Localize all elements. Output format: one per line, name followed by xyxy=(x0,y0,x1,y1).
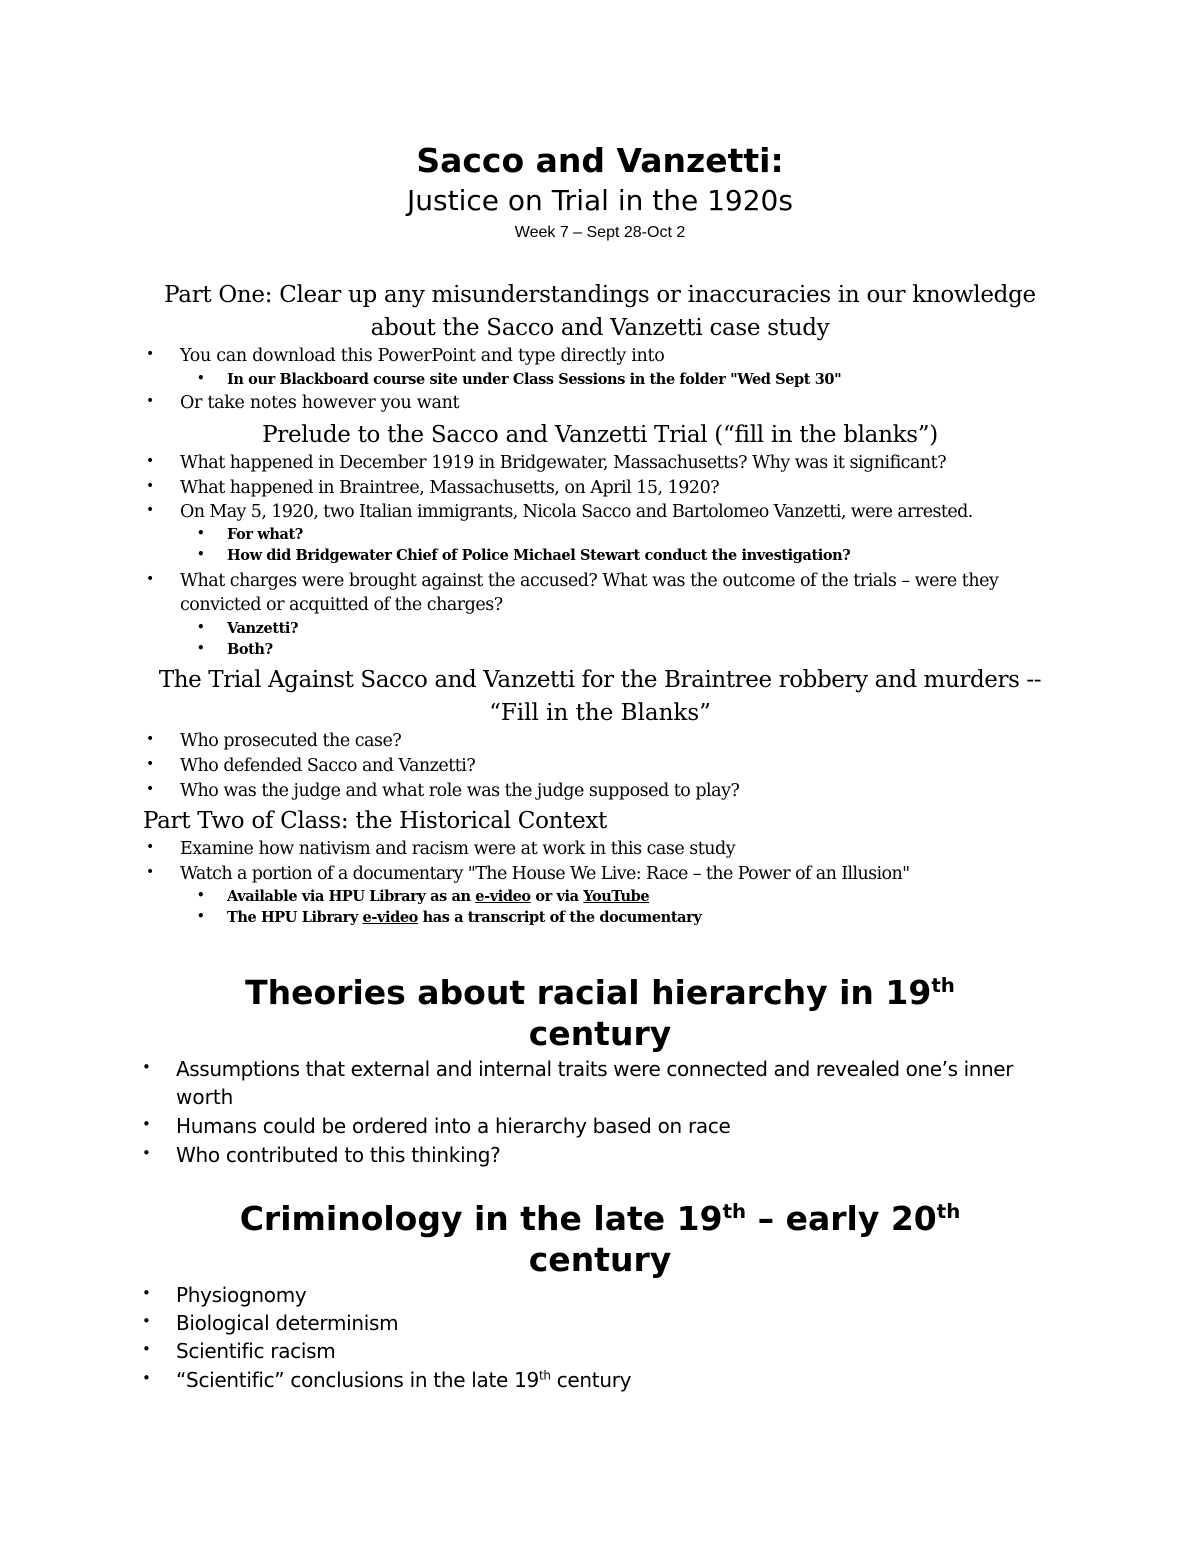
list-item: • What happened in Braintree, Massachusetts, on April 15, 1920? xyxy=(146,478,720,498)
list-item: • Examine how nativism and racism were at work in this case study xyxy=(146,839,736,859)
youtube-link[interactable]: YouTube xyxy=(583,888,650,905)
bullet-icon: • xyxy=(146,839,154,855)
list-item: • “Scientific” conclusions in the late 19th century xyxy=(142,1368,632,1392)
bullet-icon: • xyxy=(142,1369,151,1387)
bullet-icon: • xyxy=(142,1312,151,1330)
list-item: • For what? xyxy=(197,526,303,543)
list-item: • Physiognomy xyxy=(142,1283,307,1307)
list-item: • Scientific racism xyxy=(142,1339,336,1363)
bullet-icon: • xyxy=(142,1284,151,1302)
theories-heading-line1: Theories about racial hierarchy in 19th xyxy=(245,973,955,1012)
list-item: • What charges were brought against the accused? What was the outcome of the trials – were they xyxy=(146,571,999,591)
list-item: • In our Blackboard course site under Class Sessions in the folder "Wed Sept 30" xyxy=(197,371,842,388)
list-item: • Watch a portion of a documentary "The House We Live: Race – the Power of an Illusion" xyxy=(146,864,910,884)
list-item-continuation: worth xyxy=(176,1085,234,1109)
bullet-icon: • xyxy=(197,620,205,634)
list-item: • Biological determinism xyxy=(142,1311,399,1335)
list-item: • On May 5, 1920, two Italian immigrants, Nicola Sacco and Bartolomeo Vanzetti, were arrested. xyxy=(146,502,973,522)
list-item: • The HPU Library e-video has a transcript of the documentary xyxy=(197,909,702,926)
list-item: • Who contributed to this thinking? xyxy=(142,1143,501,1167)
list-item: • Vanzetti? xyxy=(197,620,299,637)
bullet-icon: • xyxy=(142,1144,151,1162)
page-title: Sacco and Vanzetti: xyxy=(416,141,784,180)
bullet-icon: • xyxy=(146,478,154,494)
bullet-icon: • xyxy=(197,547,205,561)
trial-heading-line2: “Fill in the Blanks” xyxy=(489,700,711,726)
bullet-icon: • xyxy=(146,731,154,747)
bullet-icon: • xyxy=(197,526,205,540)
prelude-heading: Prelude to the Sacco and Vanzetti Trial (“fill in the blanks”) xyxy=(262,422,938,448)
bullet-icon: • xyxy=(142,1058,151,1076)
bullet-icon: • xyxy=(146,571,154,587)
week-label: Week 7 – Sept 28-Oct 2 xyxy=(514,224,686,241)
list-item: • Available via HPU Library as an e-video or via YouTube xyxy=(197,888,650,905)
list-item: • Who was the judge and what role was the judge supposed to play? xyxy=(146,781,740,801)
bullet-icon: • xyxy=(197,909,205,923)
part-two-heading: Part Two of Class: the Historical Context xyxy=(143,808,607,834)
list-item: • Who prosecuted the case? xyxy=(146,731,402,751)
bullet-icon: • xyxy=(197,641,205,655)
bullet-icon: • xyxy=(146,781,154,797)
list-item: • What happened in December 1919 in Bridgewater, Massachusetts? Why was it significant? xyxy=(146,453,947,473)
bullet-icon: • xyxy=(146,393,154,409)
bullet-icon: • xyxy=(146,502,154,518)
list-item: • You can download this PowerPoint and type directly into xyxy=(146,346,665,366)
bullet-icon: • xyxy=(146,346,154,362)
bullet-icon: • xyxy=(142,1115,151,1133)
bullet-icon: • xyxy=(197,371,205,385)
theories-heading-line2: century xyxy=(528,1014,672,1053)
bullet-icon: • xyxy=(146,864,154,880)
list-item: • Both? xyxy=(197,641,273,658)
e-video-link[interactable]: e-video xyxy=(475,888,531,905)
e-video-link[interactable]: e-video xyxy=(362,909,418,926)
trial-heading-line1: The Trial Against Sacco and Vanzetti for the Braintree robbery and murders -- xyxy=(158,667,1042,693)
bullet-icon: • xyxy=(142,1340,151,1358)
list-item: • Who defended Sacco and Vanzetti? xyxy=(146,756,476,776)
list-item: • How did Bridgewater Chief of Police Michael Stewart conduct the investigation? xyxy=(197,547,851,564)
criminology-heading-line1: Criminology in the late 19th – early 20th xyxy=(239,1199,961,1238)
list-item-continuation: convicted or acquitted of the charges? xyxy=(180,595,503,615)
criminology-heading-line2: century xyxy=(528,1240,672,1279)
bullet-icon: • xyxy=(146,453,154,469)
bullet-icon: • xyxy=(197,888,205,902)
part-one-heading-line2: about the Sacco and Vanzetti case study xyxy=(370,315,830,341)
part-one-heading-line1: Part One: Clear up any misunderstandings or inaccuracies in our knowledge xyxy=(164,282,1036,308)
bullet-icon: • xyxy=(146,756,154,772)
page-subtitle: Justice on Trial in the 1920s xyxy=(407,184,793,217)
list-item: • Or take notes however you want xyxy=(146,393,460,413)
list-item: • Humans could be ordered into a hierarchy based on race xyxy=(142,1114,731,1138)
list-item: • Assumptions that external and internal traits were connected and revealed one’s inner xyxy=(142,1057,1014,1081)
